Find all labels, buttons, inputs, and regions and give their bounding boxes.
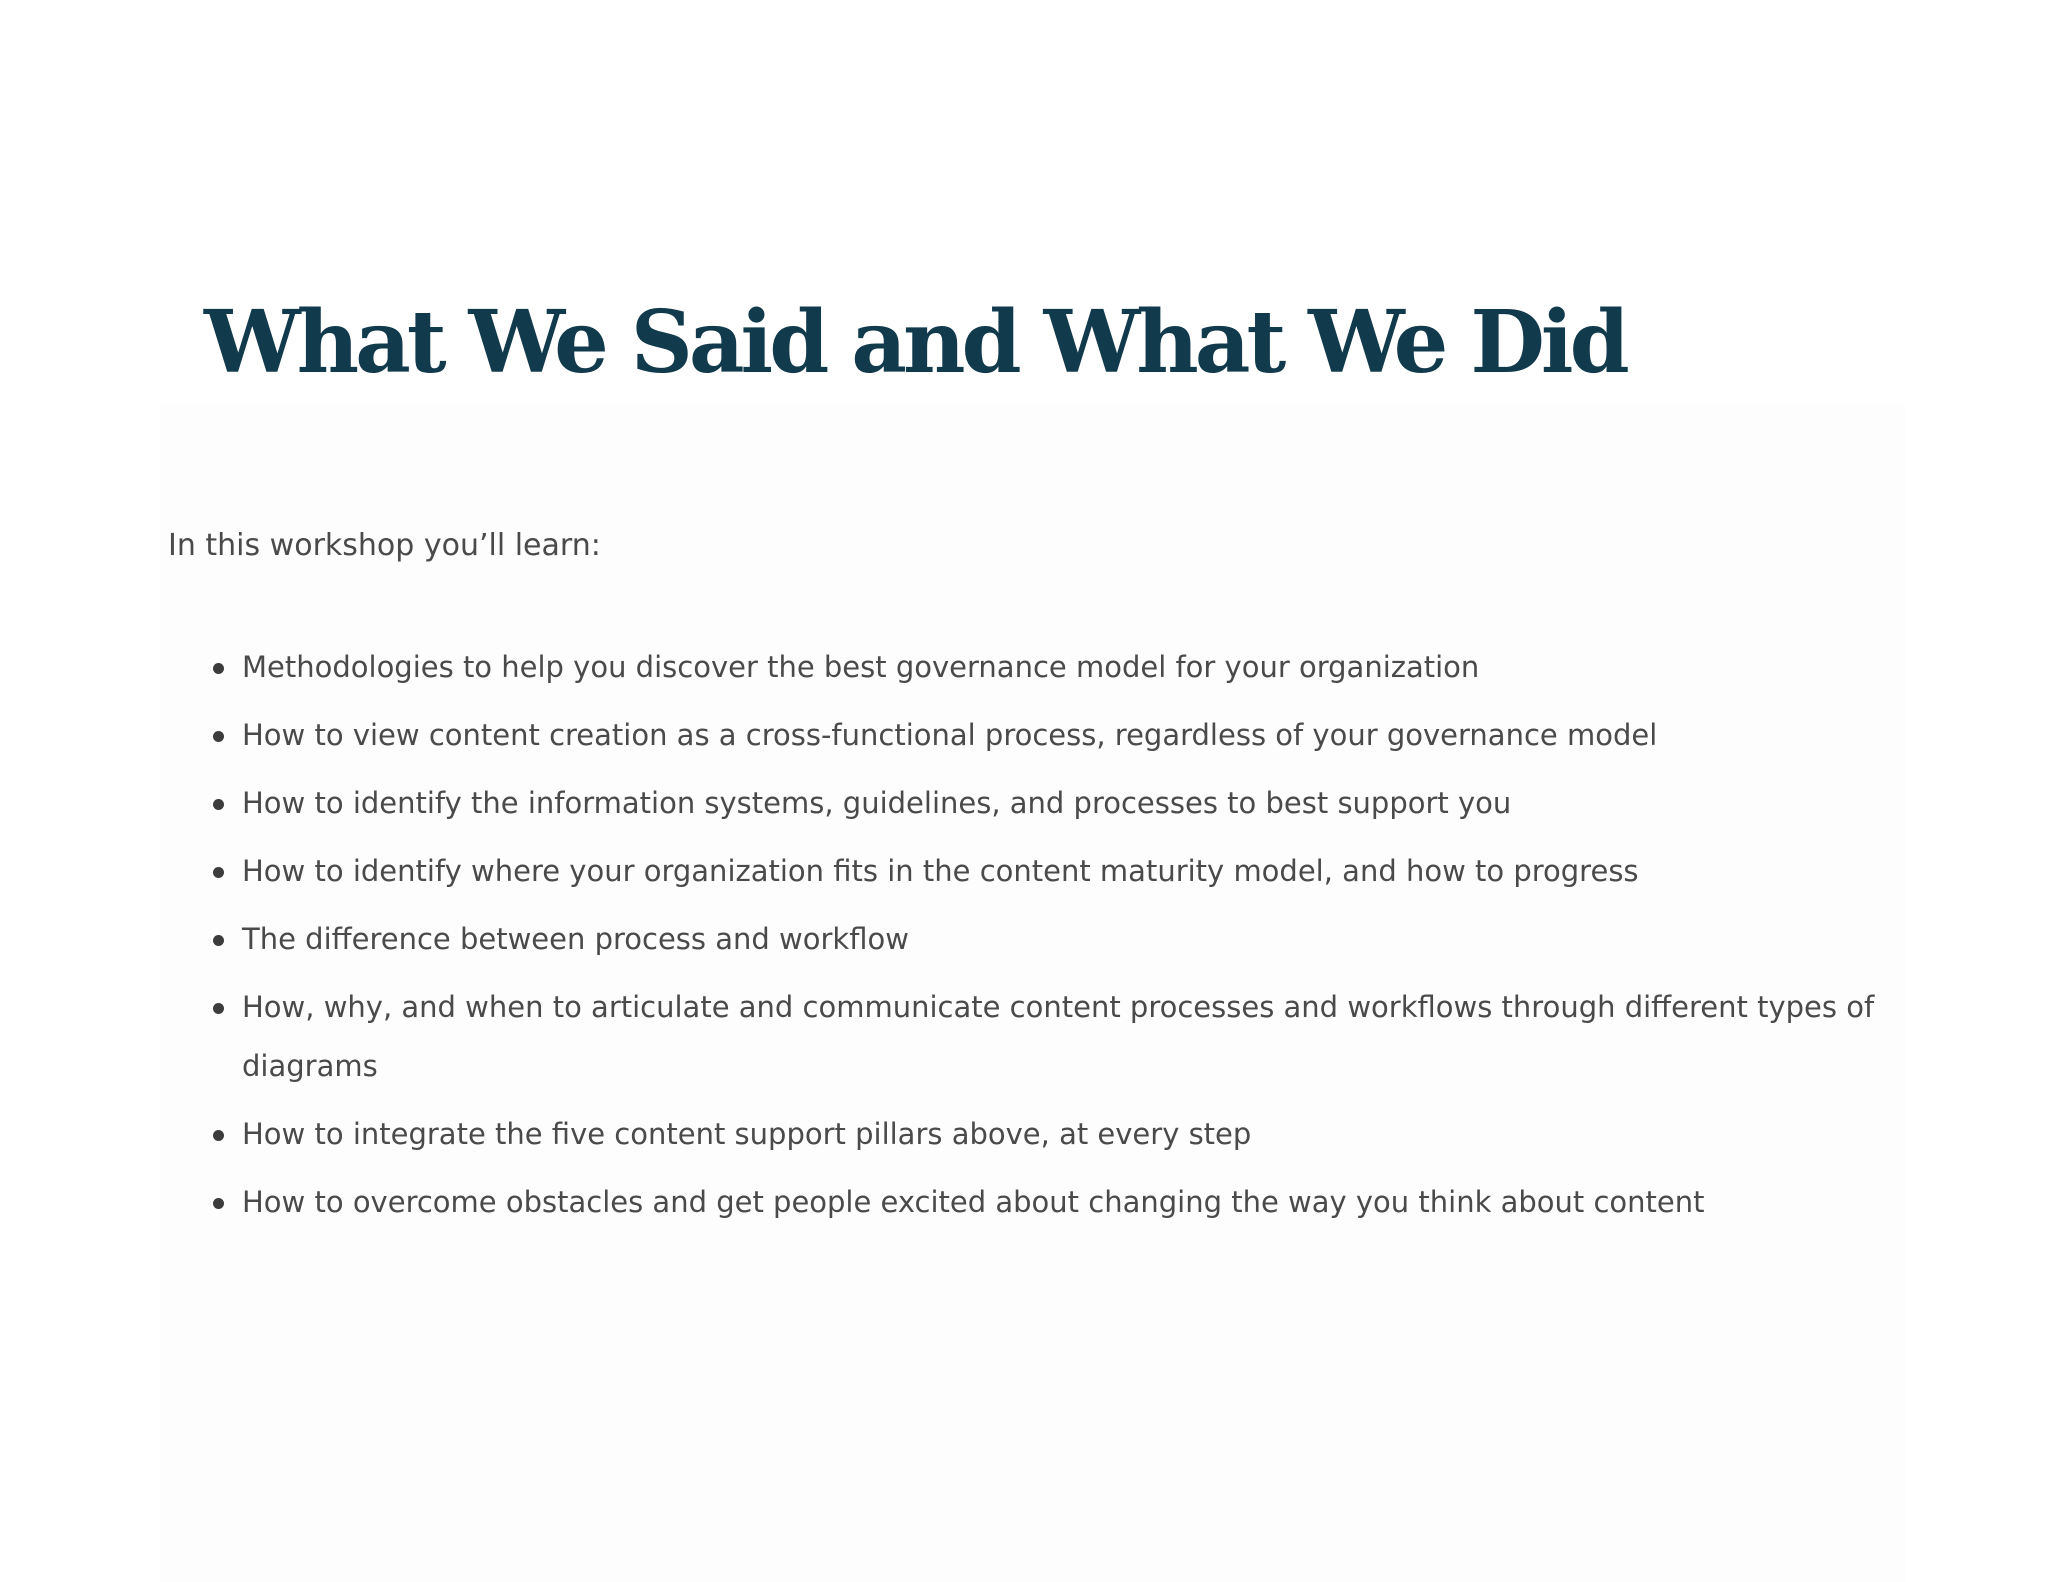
- list-item: How to identify where your organization fits in the content maturity model, and how to progress: [242, 842, 1922, 901]
- page-title: What We Said and What We Did: [204, 292, 1626, 393]
- list-item: How to identify the information systems, guidelines, and processes to best support you: [242, 774, 1922, 833]
- list-item: How to integrate the five content support pillars above, at every step: [242, 1105, 1922, 1164]
- list-item: How, why, and when to articulate and communicate content processes and workflows through different types of diagrams: [242, 978, 1922, 1096]
- list-item: Methodologies to help you discover the best governance model for your organization: [242, 638, 1922, 697]
- list-item: The difference between process and workflow: [242, 910, 1922, 969]
- list-item: How to view content creation as a cross-functional process, regardless of your governance model: [242, 706, 1922, 765]
- learning-list: [242, 638, 1922, 1241]
- intro-text: In this workshop you’ll learn:: [168, 528, 601, 563]
- list-item: How to overcome obstacles and get people excited about changing the way you think about content: [242, 1173, 1922, 1232]
